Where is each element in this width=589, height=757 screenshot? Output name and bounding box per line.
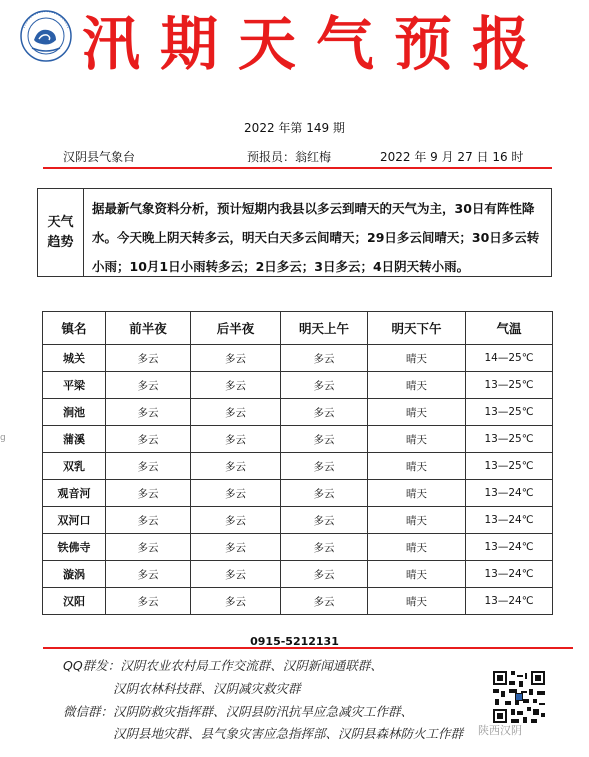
- town-name-cell: 平梁: [43, 372, 106, 399]
- table-row: [43, 426, 553, 453]
- meteorological-logo-icon: [20, 10, 72, 62]
- weather-cell: 多云: [281, 453, 368, 480]
- header-cell: 明天下午: [368, 312, 466, 345]
- weather-cell: 多云: [191, 372, 281, 399]
- weather-cell: 多云: [191, 399, 281, 426]
- organization-name: 汉阴县气象台: [63, 150, 136, 164]
- page-title: 汛期天气预报: [82, 10, 551, 78]
- weather-cell: 多云: [106, 453, 191, 480]
- qr-code-icon: [491, 669, 547, 725]
- weather-cell: 多云: [106, 534, 191, 561]
- header-cell: 镇名: [43, 312, 106, 345]
- wechat-label: 微信群：: [63, 704, 114, 719]
- weather-cell: 多云: [281, 588, 368, 615]
- wechat-group-line-1: [63, 702, 413, 720]
- weather-cell: 多云: [191, 345, 281, 372]
- town-name-cell: 蒲溪: [43, 426, 106, 453]
- table-row: [43, 399, 553, 426]
- weather-cell: 多云: [106, 399, 191, 426]
- contact-phone: 0915-5212131: [250, 635, 339, 648]
- town-name-cell: 漩涡: [43, 561, 106, 588]
- temperature-cell: 13—24℃: [466, 507, 553, 534]
- table-header-row: [43, 312, 553, 345]
- weather-cell: 晴天: [368, 399, 466, 426]
- weather-cell: 多云: [191, 561, 281, 588]
- weather-cell: 晴天: [368, 507, 466, 534]
- weather-trend-box: [37, 188, 552, 277]
- table-row: [43, 561, 553, 588]
- weather-cell: 多云: [281, 372, 368, 399]
- weather-cell: 多云: [191, 453, 281, 480]
- table-row: [43, 480, 553, 507]
- table-row: [43, 453, 553, 480]
- weather-cell: 多云: [106, 372, 191, 399]
- trend-label: [38, 189, 84, 276]
- table-row: [43, 588, 553, 615]
- weather-cell: 晴天: [368, 561, 466, 588]
- weather-cell: 多云: [281, 426, 368, 453]
- town-name-cell: 城关: [43, 345, 106, 372]
- header-cell: 气温: [466, 312, 553, 345]
- weather-cell: 多云: [191, 507, 281, 534]
- weather-cell: 多云: [281, 561, 368, 588]
- wechat-groups-2: 汉阴县地灾群、县气象灾害应急指挥部、汉阴县森林防火工作群: [113, 726, 464, 741]
- side-mark: g: [0, 433, 6, 443]
- weather-cell: 多云: [106, 561, 191, 588]
- weather-cell: 晴天: [368, 345, 466, 372]
- weather-cell: 晴天: [368, 372, 466, 399]
- weather-cell: 多云: [191, 480, 281, 507]
- trend-label-text: 天气趋势: [47, 214, 74, 250]
- town-name-cell: 铁佛寺: [43, 534, 106, 561]
- weather-cell: 多云: [191, 534, 281, 561]
- qq-groups-1: 汉阴农业农村局工作交流群、汉阴新闻通联群、: [120, 658, 383, 673]
- header-cell: 前半夜: [106, 312, 191, 345]
- qq-label: QQ群发：: [63, 658, 121, 673]
- table-row: [43, 345, 553, 372]
- temperature-cell: 13—24℃: [466, 588, 553, 615]
- weather-cell: 多云: [281, 534, 368, 561]
- watermark: 陕西汉阴: [478, 724, 522, 737]
- temperature-cell: 13—25℃: [466, 453, 553, 480]
- table-row: [43, 534, 553, 561]
- issue-number: 2022 年第 149 期: [244, 121, 345, 135]
- weather-cell: 晴天: [368, 588, 466, 615]
- weather-cell: 多云: [106, 588, 191, 615]
- issue-date: 2022 年 9 月 27 日 16 时: [380, 150, 524, 164]
- temperature-cell: 13—24℃: [466, 534, 553, 561]
- town-name-cell: 双乳: [43, 453, 106, 480]
- header-cell: 明天上午: [281, 312, 368, 345]
- weather-cell: 晴天: [368, 453, 466, 480]
- weather-cell: 多云: [106, 507, 191, 534]
- weather-cell: 晴天: [368, 534, 466, 561]
- town-name-cell: 双河口: [43, 507, 106, 534]
- temperature-cell: 13—24℃: [466, 480, 553, 507]
- qq-groups-2: 汉阴农林科技群、汉阴减灾救灾群: [113, 681, 301, 696]
- qq-group-line-1: [63, 656, 383, 674]
- trend-text: 据最新气象资料分析，预计短期内我县以多云到晴天的天气为主，30日有阵性降水。今天晚上阴天转多云，明天白天多云间晴天；29日多云间晴天；30日多云转小雨；10月1日小雨转多云；2日多云；3日多云；4日阴天转小雨。: [92, 201, 540, 274]
- temperature-cell: 14—25℃: [466, 345, 553, 372]
- weather-cell: 多云: [281, 345, 368, 372]
- town-name-cell: 汉阳: [43, 588, 106, 615]
- temperature-cell: 13—25℃: [466, 372, 553, 399]
- weather-cell: 多云: [106, 480, 191, 507]
- town-name-cell: 涧池: [43, 399, 106, 426]
- weather-cell: 多云: [191, 426, 281, 453]
- weather-cell: 多云: [281, 480, 368, 507]
- table-row: [43, 372, 553, 399]
- weather-cell: 多云: [281, 399, 368, 426]
- wechat-groups-1: 汉阴防救灾指挥群、汉阴县防汛抗旱应急减灾工作群、: [113, 704, 414, 719]
- temperature-cell: 13—24℃: [466, 561, 553, 588]
- table-row: [43, 507, 553, 534]
- forecast-table: [42, 311, 553, 615]
- town-name-cell: 观音河: [43, 480, 106, 507]
- temperature-cell: 13—25℃: [466, 399, 553, 426]
- forecaster-name: 预报员：翁红梅: [247, 150, 332, 164]
- header-cell: 后半夜: [191, 312, 281, 345]
- temperature-cell: 13—25℃: [466, 426, 553, 453]
- weather-cell: 多云: [281, 507, 368, 534]
- weather-cell: 晴天: [368, 480, 466, 507]
- header-divider: [43, 167, 552, 169]
- weather-cell: 多云: [106, 345, 191, 372]
- weather-cell: 多云: [191, 588, 281, 615]
- weather-cell: 晴天: [368, 426, 466, 453]
- weather-cell: 多云: [106, 426, 191, 453]
